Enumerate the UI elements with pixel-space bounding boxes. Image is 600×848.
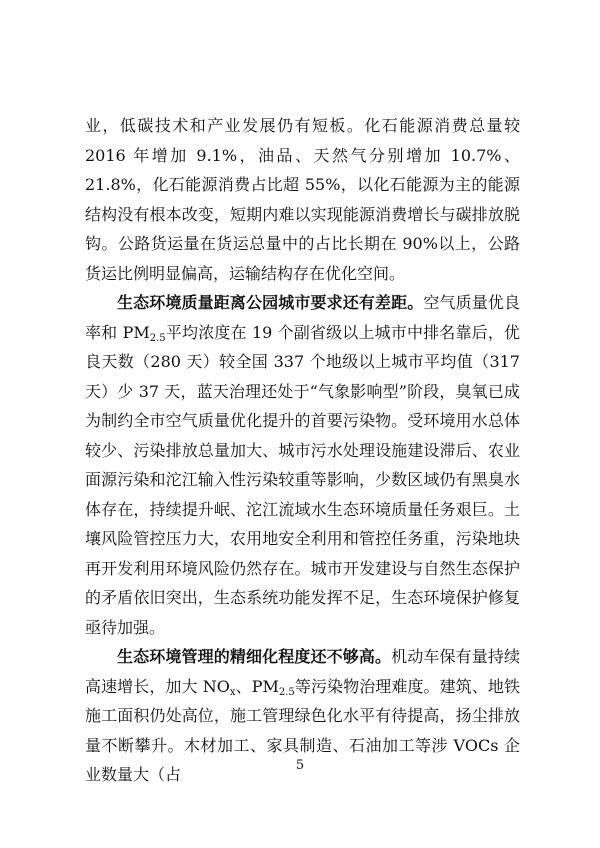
page-number: 5 xyxy=(295,758,305,773)
paragraph-3-text-c: 等污染物治理难度。建筑、地铁施工面积仍处高位，施工管理绿色化水平有待提高，扬尘排放量不断攀升。木材加工、家具制造、石油加工等涉 VOCs 企业数量大（占 xyxy=(85,676,520,784)
paragraph-energy-structure xyxy=(85,111,520,288)
paragraph-2-text-b: 平均浓度在 19 个副省级以上城市中排名靠后，优良天数（280 天）较全国 337 个地级以上城市平均值（317 天）少 37 天，蓝天治理还处于“气象影响型”阶段，臭氧已成为制约全市空气质量优化提升的首要污染物。受环境用水总体较少、污染排放总量加大、城市污水处理设施建设滞后、农业面源污染和沱江输入性污染较重等影响，少数区域仍有黑臭水体存在，持续提升岷、沱江流域水生态环境质量任务艰巨。土壤风险管控压力大，农用地安全利用和管控任务重，污染地块再开发利用环境风险仍然存在。城市开发建设与自然生态保护的矛盾依旧突出，生态系统功能发挥不足，生态环境保护修复亟待加强。 xyxy=(85,322,520,637)
paragraph-1-text: 业，低碳技术和产业发展仍有短板。化石能源消费总量较 2016 年增加 9.1%，油品、天然气分别增加 10.7%、21.8%，化石能源消费占比超 55%，以化石能源为主的能源结构没有根本改变，短期内难以实现能源消费增长与碳排放脱钩。公路货运量在货运总量中的占比长期在 90%以上，公路货运比例明显偏高，运输结构存在优化空间。 xyxy=(85,116,520,283)
paragraph-2-text-a: 空气质量优良率和 PM xyxy=(85,293,520,342)
paragraph-3-text-a: 机动车保有量持续高速增长，加大 NO xyxy=(85,647,520,696)
pm-subscript-2: 2.5 xyxy=(278,686,295,698)
paragraph-2-heading: 生态环境质量距离公园城市要求还有差距。 xyxy=(117,293,424,312)
document-body xyxy=(85,111,520,790)
nox-subscript: x xyxy=(229,686,236,698)
paragraph-environment-quality xyxy=(85,288,520,642)
paragraph-3-heading: 生态环境管理的精细化程度还不够高。 xyxy=(117,647,392,666)
pm-subscript: 2.5 xyxy=(149,332,166,344)
paragraph-3-text-b: 、PM xyxy=(235,676,279,696)
